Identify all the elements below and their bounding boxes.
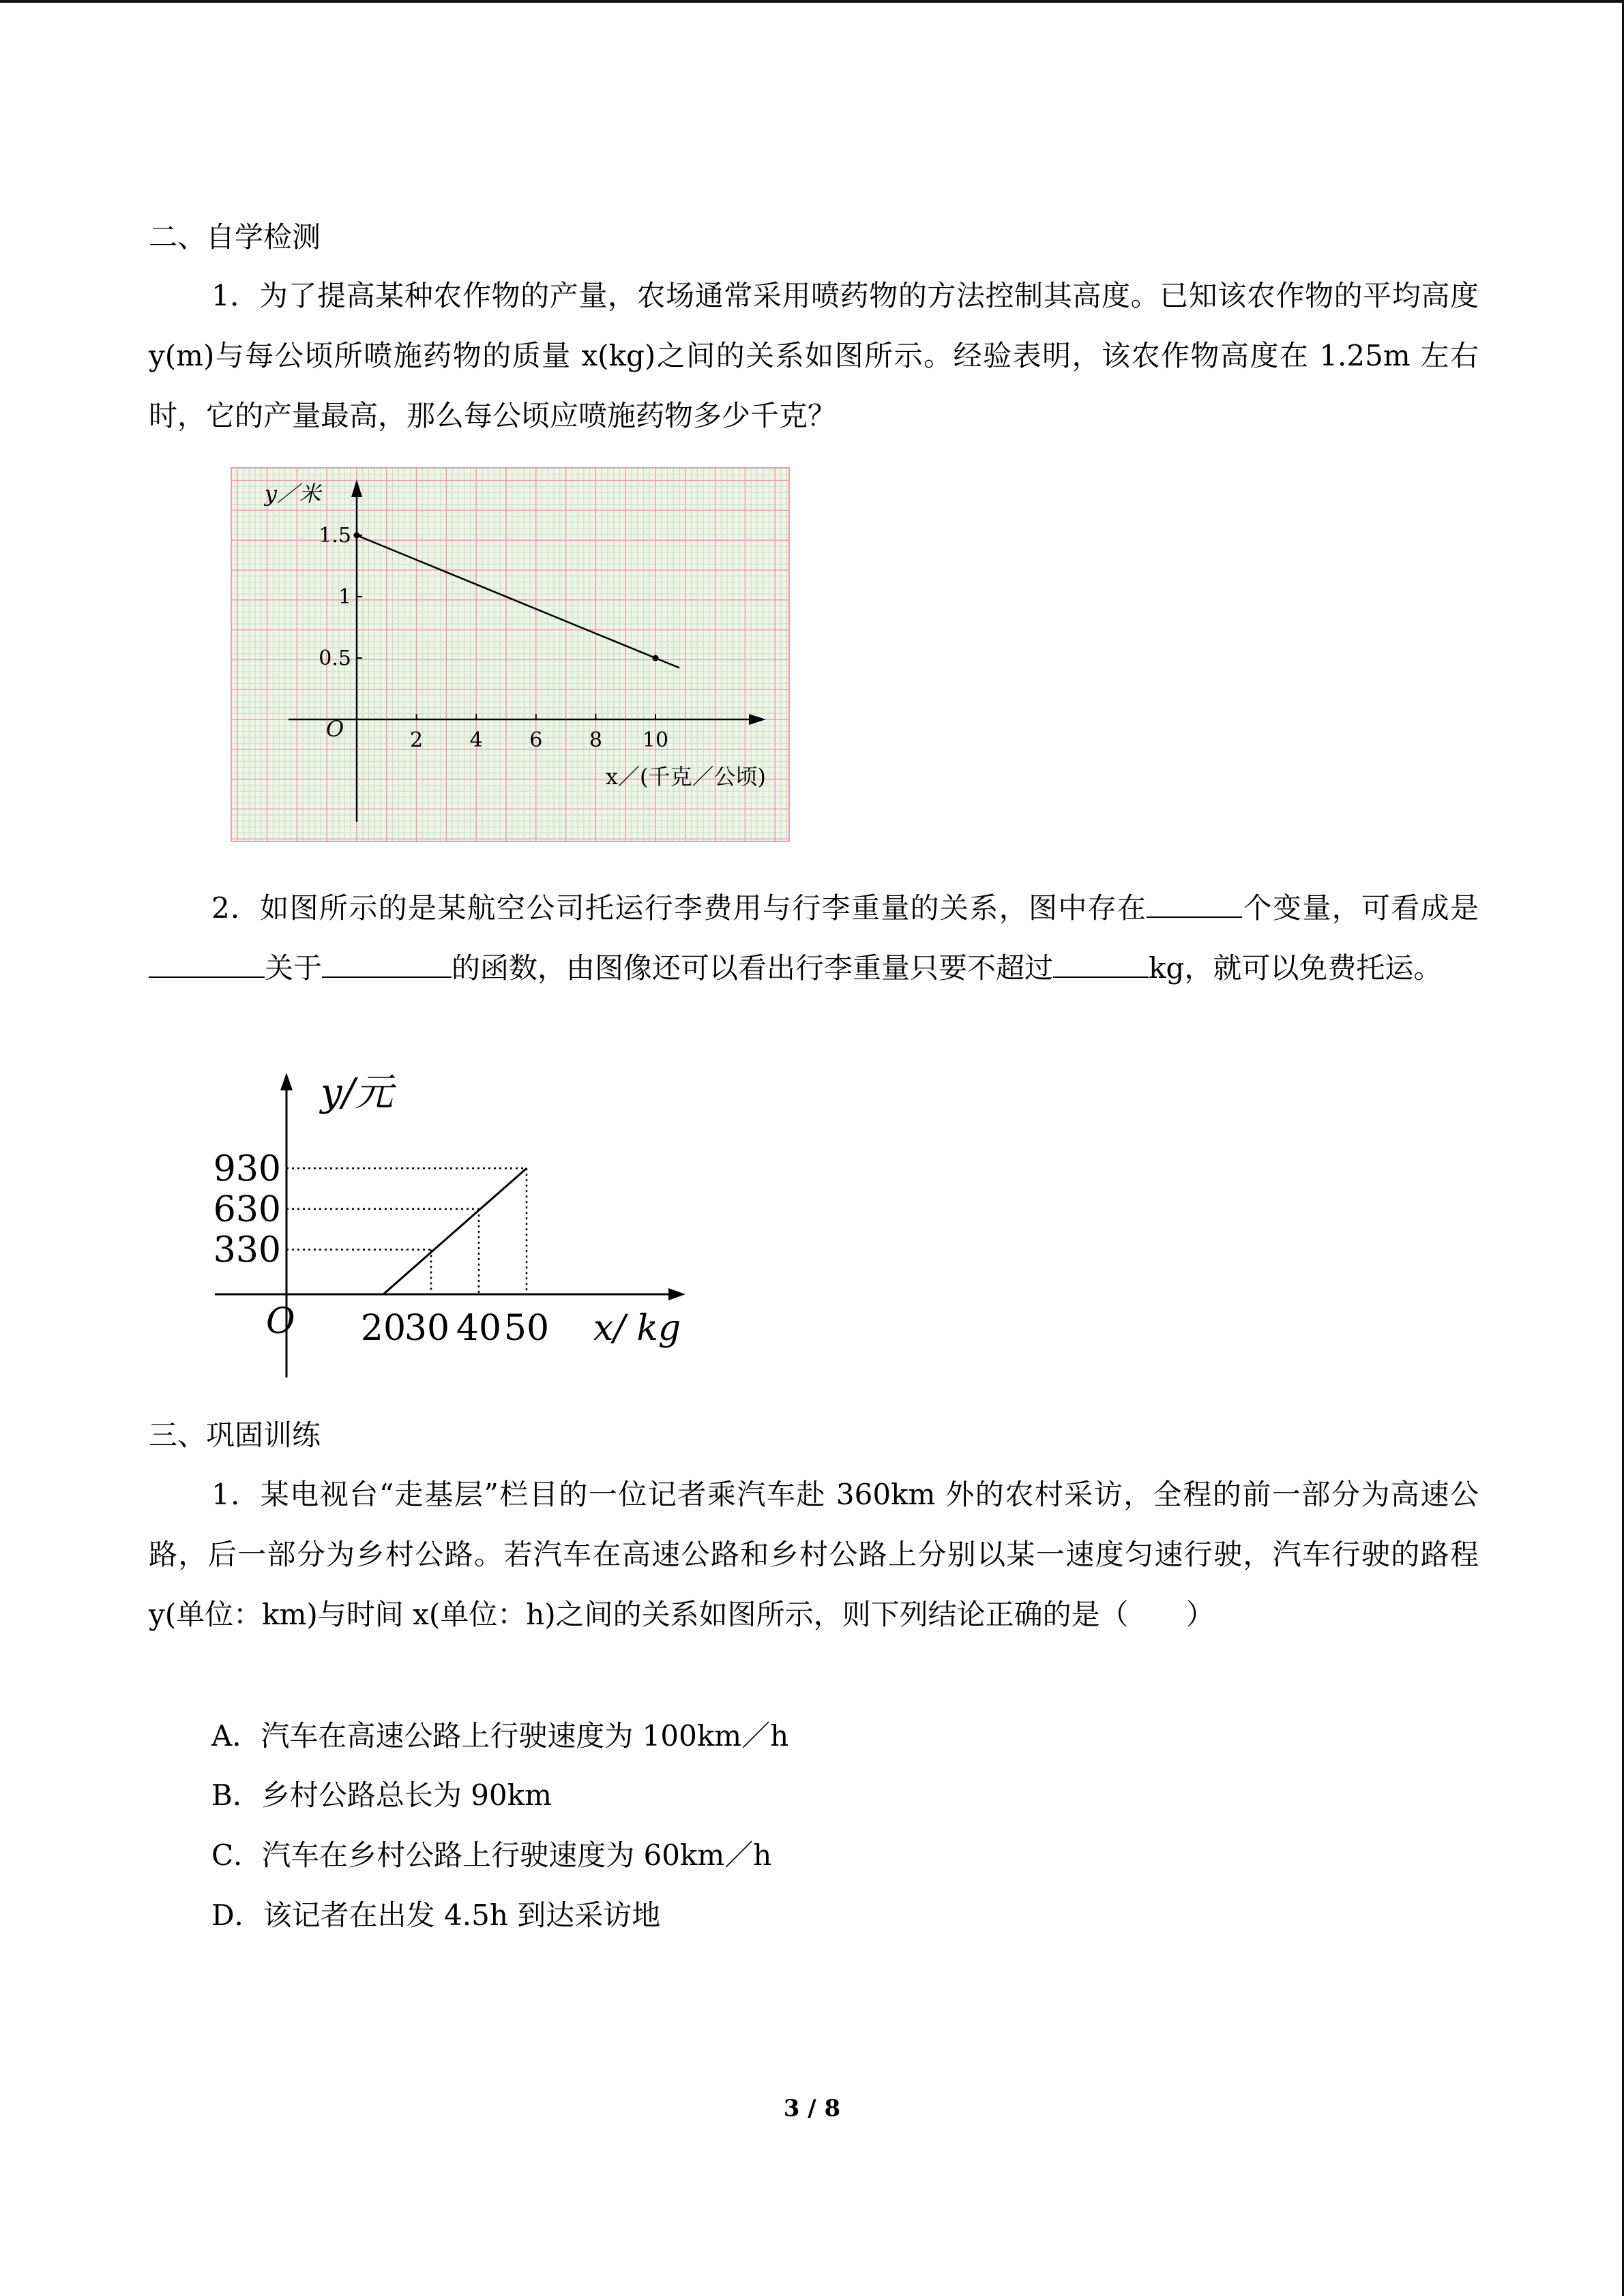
origin-label: O bbox=[266, 1301, 295, 1342]
data-point bbox=[653, 655, 659, 661]
y-tick-label: 1 bbox=[338, 585, 351, 609]
option-a[interactable]: A．汽车在高速公路上行驶速度为 100km／h bbox=[211, 1719, 789, 1753]
option-d[interactable]: D．该记者在出发 4.5h 到达采访地 bbox=[211, 1898, 661, 1932]
answer-blank-4[interactable] bbox=[1053, 949, 1149, 978]
section-heading-consolidation: 三、巩固训练 bbox=[149, 1418, 321, 1452]
luggage-fee-chart bbox=[205, 1067, 709, 1381]
answer-blank-2[interactable] bbox=[149, 949, 265, 978]
x-tick-label: 20 bbox=[360, 1308, 407, 1349]
question-2-part4: 的函数，由图像还可以看出行李重量只要不超过 bbox=[452, 951, 1054, 985]
question-2-part2: 个变量，可看成是 bbox=[1242, 891, 1479, 925]
x-axis-label: x/ kg bbox=[593, 1308, 681, 1349]
question-2-part1: 2．如图所示的是某航空公司托运行李费用与行李重量的关系，图中存在 bbox=[211, 891, 1147, 925]
chart-marks bbox=[286, 1168, 527, 1294]
y-axis-label: y/元 bbox=[321, 1071, 394, 1115]
question-2-part3: 关于 bbox=[265, 951, 323, 985]
page-number: 3 / 8 bbox=[783, 2095, 841, 2122]
tick-labels bbox=[213, 1148, 549, 1349]
y-tick-label: 0.5 bbox=[319, 646, 351, 670]
y-tick-label: 330 bbox=[213, 1229, 281, 1271]
x-tick-label: 40 bbox=[456, 1308, 502, 1349]
height-vs-pesticide-chart bbox=[231, 467, 790, 842]
section-heading-self-study: 二、自学检测 bbox=[149, 220, 321, 254]
x-tick-label: 8 bbox=[589, 728, 602, 752]
top-border bbox=[0, 0, 1624, 3]
y-tick-label: 930 bbox=[213, 1148, 281, 1190]
question-2-text bbox=[149, 878, 1479, 998]
x-axis-label: x／(千克／公顷) bbox=[606, 764, 767, 790]
x-tick-label: 6 bbox=[529, 728, 543, 752]
y-axis-label: y／米 bbox=[265, 481, 321, 507]
option-c[interactable]: C．汽车在乡村公路上行驶速度为 60km／h bbox=[211, 1838, 772, 1872]
answer-blank-1[interactable] bbox=[1147, 889, 1242, 918]
question-1-text: 1．为了提高某种农作物的产量，农场通常采用喷药物的方法控制其高度。已知该农作物的平均高度 y(m)与每公顷所喷施药物的质量 x(kg)之间的关系如图所示。经验表明，该农作物高度在 1.25m 左右时，它的产量最高，那么每公顷应喷施药物多少千克？ bbox=[149, 279, 1479, 432]
x-axis-arrow bbox=[668, 1288, 685, 1300]
y-axis-arrow bbox=[280, 1073, 293, 1090]
data-point bbox=[354, 533, 360, 539]
x-tick-label: 2 bbox=[410, 728, 424, 752]
x-tick-label: 4 bbox=[469, 728, 483, 752]
x-tick-label: 30 bbox=[404, 1308, 450, 1349]
consolidation-question-1-text: 1．某电视台“走基层”栏目的一位记者乘汽车赴 360km 外的农村采访，全程的前一部分为高速公路，后一部分为乡村公路。若汽车在高速公路和乡村公路上分别以某一速度匀速行驶，汽车行驶的路程 y(单位：km)与时间 x(单位：h)之间的关系如图所示，则下列结论正确的是（ ） bbox=[149, 1478, 1479, 1631]
origin-label: O bbox=[326, 716, 344, 742]
option-b[interactable]: B．乡村公路总长为 90km bbox=[211, 1778, 552, 1812]
question-2-part5: kg，就可以免费托运。 bbox=[1149, 951, 1443, 985]
x-tick-label: 10 bbox=[642, 728, 669, 752]
y-tick-label: 630 bbox=[213, 1189, 281, 1230]
x-tick-label: 50 bbox=[503, 1308, 550, 1349]
answer-blank-3[interactable] bbox=[322, 949, 452, 978]
data-line bbox=[383, 1168, 527, 1294]
y-tick-label: 1.5 bbox=[319, 524, 351, 548]
